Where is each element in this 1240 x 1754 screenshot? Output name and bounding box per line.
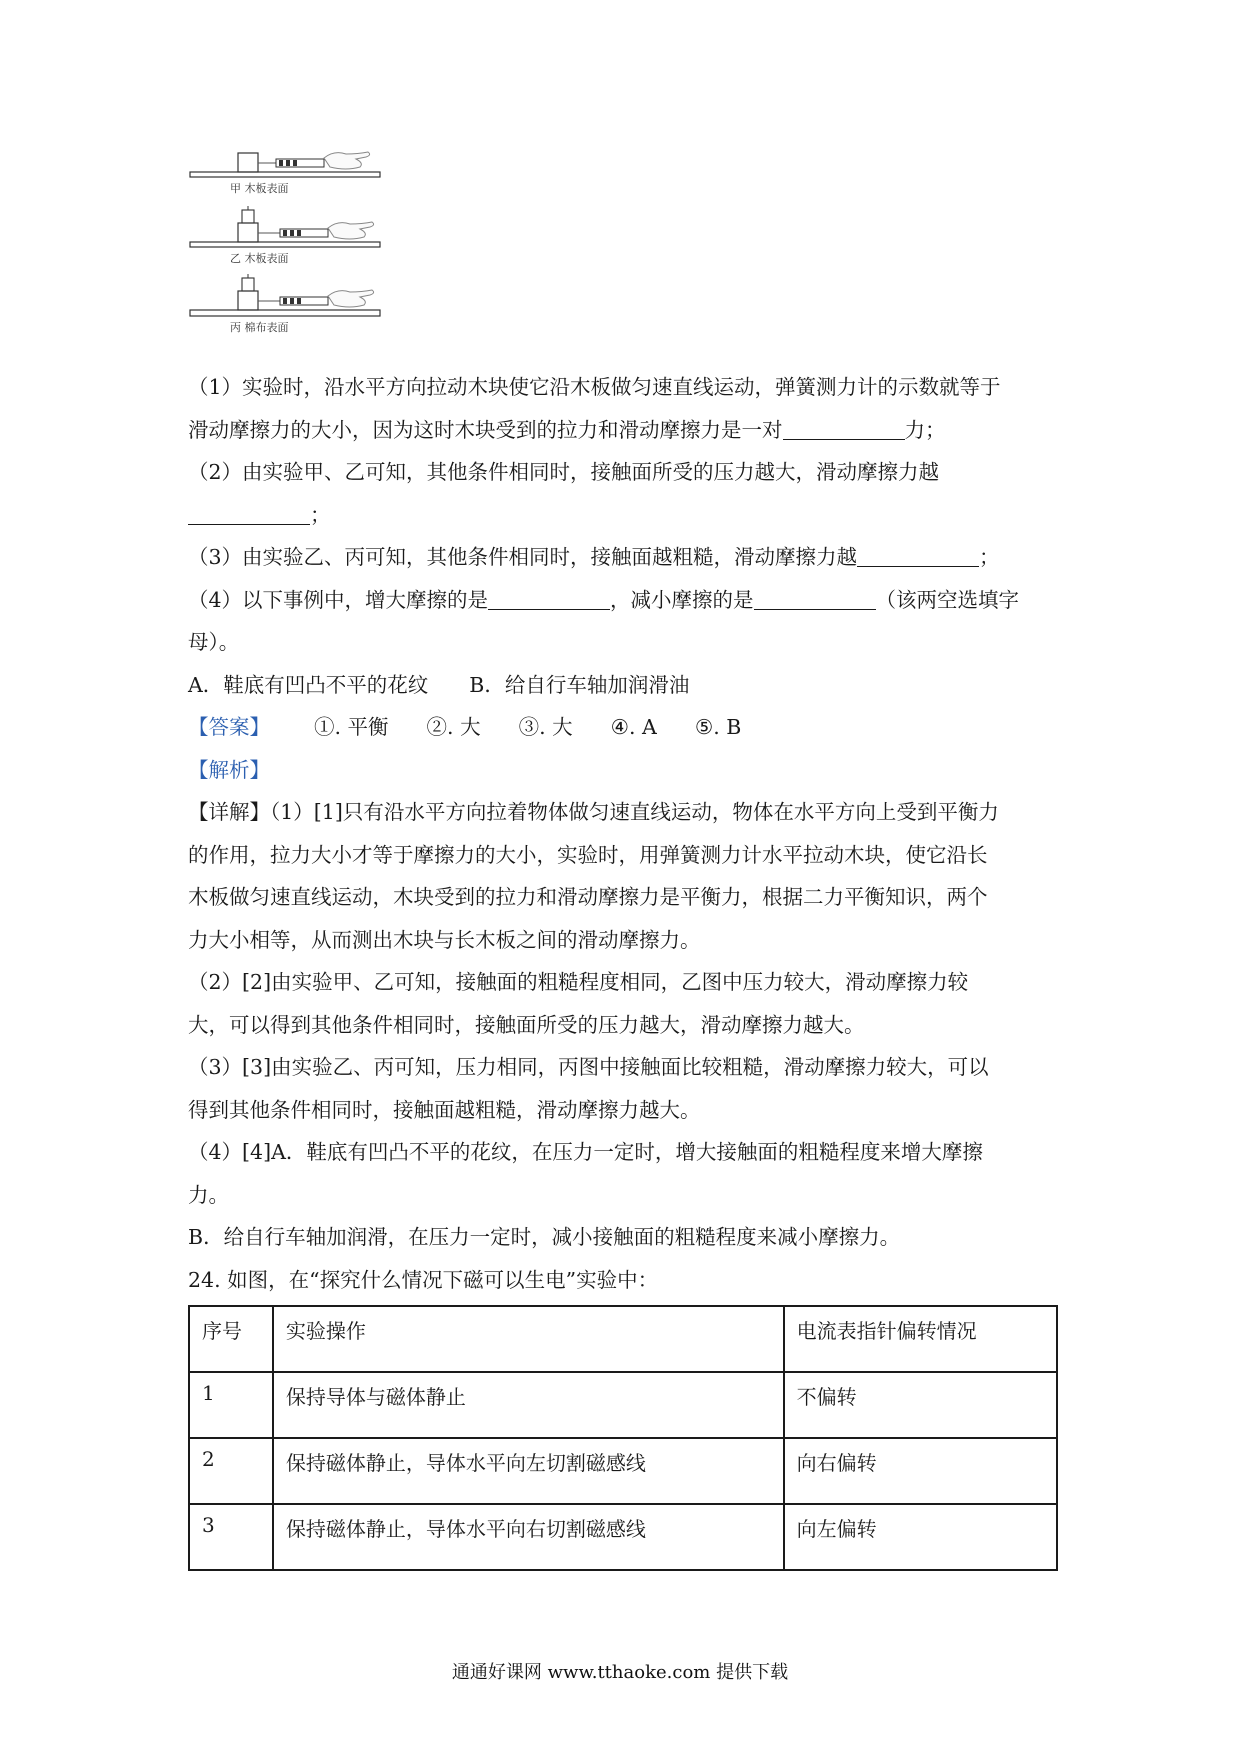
table-cell: 3 — [189, 1504, 273, 1570]
q3-line — [188, 536, 1060, 579]
detail-3-line-2: 得到其他条件相同时，接触面越粗糙，滑动摩擦力越大。 — [188, 1097, 701, 1122]
q4-line-1 — [188, 579, 1060, 622]
panel-jia — [190, 152, 380, 195]
detail-4-line-1: （4）[4]A．鞋底有凹凸不平的花纹，在压力一定时，增大接触面的粗糙程度来增大摩擦 — [188, 1140, 983, 1164]
detail-2-line-1: （2）[2]由实验甲、乙可知，接触面的粗糙程度相同，乙图中压力较大，滑动摩擦力较 — [188, 970, 969, 994]
panel-yi — [190, 206, 380, 265]
table-cell: 2 — [189, 1438, 273, 1504]
answer-2: ②. 大 — [426, 715, 481, 739]
table-cell: 向左偏转 — [784, 1504, 1057, 1570]
q3-text: （3）由实验乙、丙可知，其他条件相同时，接触面越粗糙，滑动摩擦力越 — [188, 545, 858, 569]
friction-experiment-svg — [188, 140, 398, 360]
answer-3: ③. 大 — [518, 715, 573, 739]
answer-tag: 【答案】 — [188, 715, 270, 739]
answer-line — [188, 706, 1060, 749]
table-header-cell: 实验操作 — [273, 1306, 784, 1372]
detail-1-line-1 — [188, 791, 1060, 834]
detail-4-line-2: 力。 — [188, 1182, 229, 1207]
detail-tag: 【详解】 — [188, 800, 270, 824]
table-cell: 保持导体与磁体静止 — [273, 1372, 784, 1438]
panel-bing — [190, 274, 380, 334]
table-cell: 保持磁体静止，导体水平向左切割磁感线 — [273, 1438, 784, 1504]
q4-suffix: （该两空选填字 — [875, 587, 1020, 612]
q1-suffix: 力； — [904, 417, 946, 442]
answer-1: ①. 平衡 — [314, 715, 389, 739]
detail-1-line-3: 木板做匀速直线运动，木块受到的拉力和滑动摩擦力是平衡力，根据二力平衡知识，两个 — [188, 885, 988, 909]
detail-4-line-3: B．给自行车轴加润滑，在压力一定时，减小接触面的粗糙程度来减小摩擦力。 — [188, 1225, 901, 1249]
experiment-table — [188, 1305, 1058, 1571]
table-cell: 向右偏转 — [784, 1438, 1057, 1504]
friction-experiment-figure — [188, 140, 398, 360]
detail-1-text: （1）[1]只有沿水平方向拉着物体做匀速直线运动，物体在水平方向上受到平衡力 — [270, 800, 999, 824]
table-row — [189, 1438, 1057, 1504]
answer-blank-4 — [488, 583, 610, 610]
table-cell: 保持磁体静止，导体水平向右切割磁感线 — [273, 1504, 784, 1570]
q3-suffix: ； — [979, 545, 1000, 569]
table-cell: 1 — [189, 1372, 273, 1438]
question-content — [188, 366, 1060, 1301]
answer-blank-1 — [783, 413, 905, 440]
table-row — [189, 1372, 1057, 1438]
table-cell: 不偏转 — [784, 1372, 1057, 1438]
analysis-tag: 【解析】 — [188, 757, 270, 782]
q4-line-2: 母）。 — [188, 630, 240, 654]
q2-line-2 — [188, 494, 1060, 537]
answer-blank-2 — [188, 498, 310, 525]
caption-yi: 乙 木板表面 — [230, 252, 289, 265]
q4-mid: ，减小摩擦的是 — [610, 587, 754, 612]
answer-blank-3 — [857, 540, 979, 567]
caption-bing: 丙 棉布表面 — [230, 321, 289, 334]
page-footer: 通通好课网 www.tthaoke.com 提供下载 — [451, 1662, 789, 1683]
detail-2-line-2: 大，可以得到其他条件相同时，接触面所受的压力越大，滑动摩擦力越大。 — [188, 1012, 865, 1037]
detail-1-line-4: 力大小相等，从而测出木块与长木板之间的滑动摩擦力。 — [188, 927, 701, 952]
q2-suffix: ； — [310, 502, 331, 527]
q4-text: （4）以下事例中，增大摩擦的是 — [188, 587, 489, 612]
question-24: 24. 如图，在“探究什么情况下磁可以生电”实验中： — [188, 1267, 659, 1292]
q1-line-1: （1）实验时，沿水平方向拉动木块使它沿木板做匀速直线运动，弹簧测力计的示数就等于 — [188, 375, 1001, 399]
caption-jia: 甲 木板表面 — [230, 182, 289, 195]
q1-text: 滑动摩擦力的大小，因为这时木块受到的拉力和滑动摩擦力是一对 — [188, 417, 783, 442]
q1-line-2 — [188, 409, 1060, 452]
table-header-cell: 序号 — [189, 1306, 273, 1372]
answer-4: ④. A — [610, 715, 657, 739]
table-row — [189, 1504, 1057, 1570]
detail-3-line-1: （3）[3]由实验乙、丙可知，压力相同，丙图中接触面比较粗糙，滑动摩擦力较大，可以 — [188, 1055, 989, 1079]
q2-line-1: （2）由实验甲、乙可知，其他条件相同时，接触面所受的压力越大，滑动摩擦力越 — [188, 460, 940, 484]
answer-5: ⑤. B — [694, 715, 742, 739]
table-header-cell: 电流表指针偏转情况 — [784, 1306, 1057, 1372]
table-header-row — [189, 1306, 1057, 1372]
answer-blank-5 — [754, 583, 876, 610]
detail-1-line-2: 的作用，拉力大小才等于摩擦力的大小，实验时，用弹簧测力计水平拉动木块，使它沿长 — [188, 842, 988, 867]
options-line: A．鞋底有凹凸不平的花纹 B．给自行车轴加润滑油 — [188, 672, 690, 697]
